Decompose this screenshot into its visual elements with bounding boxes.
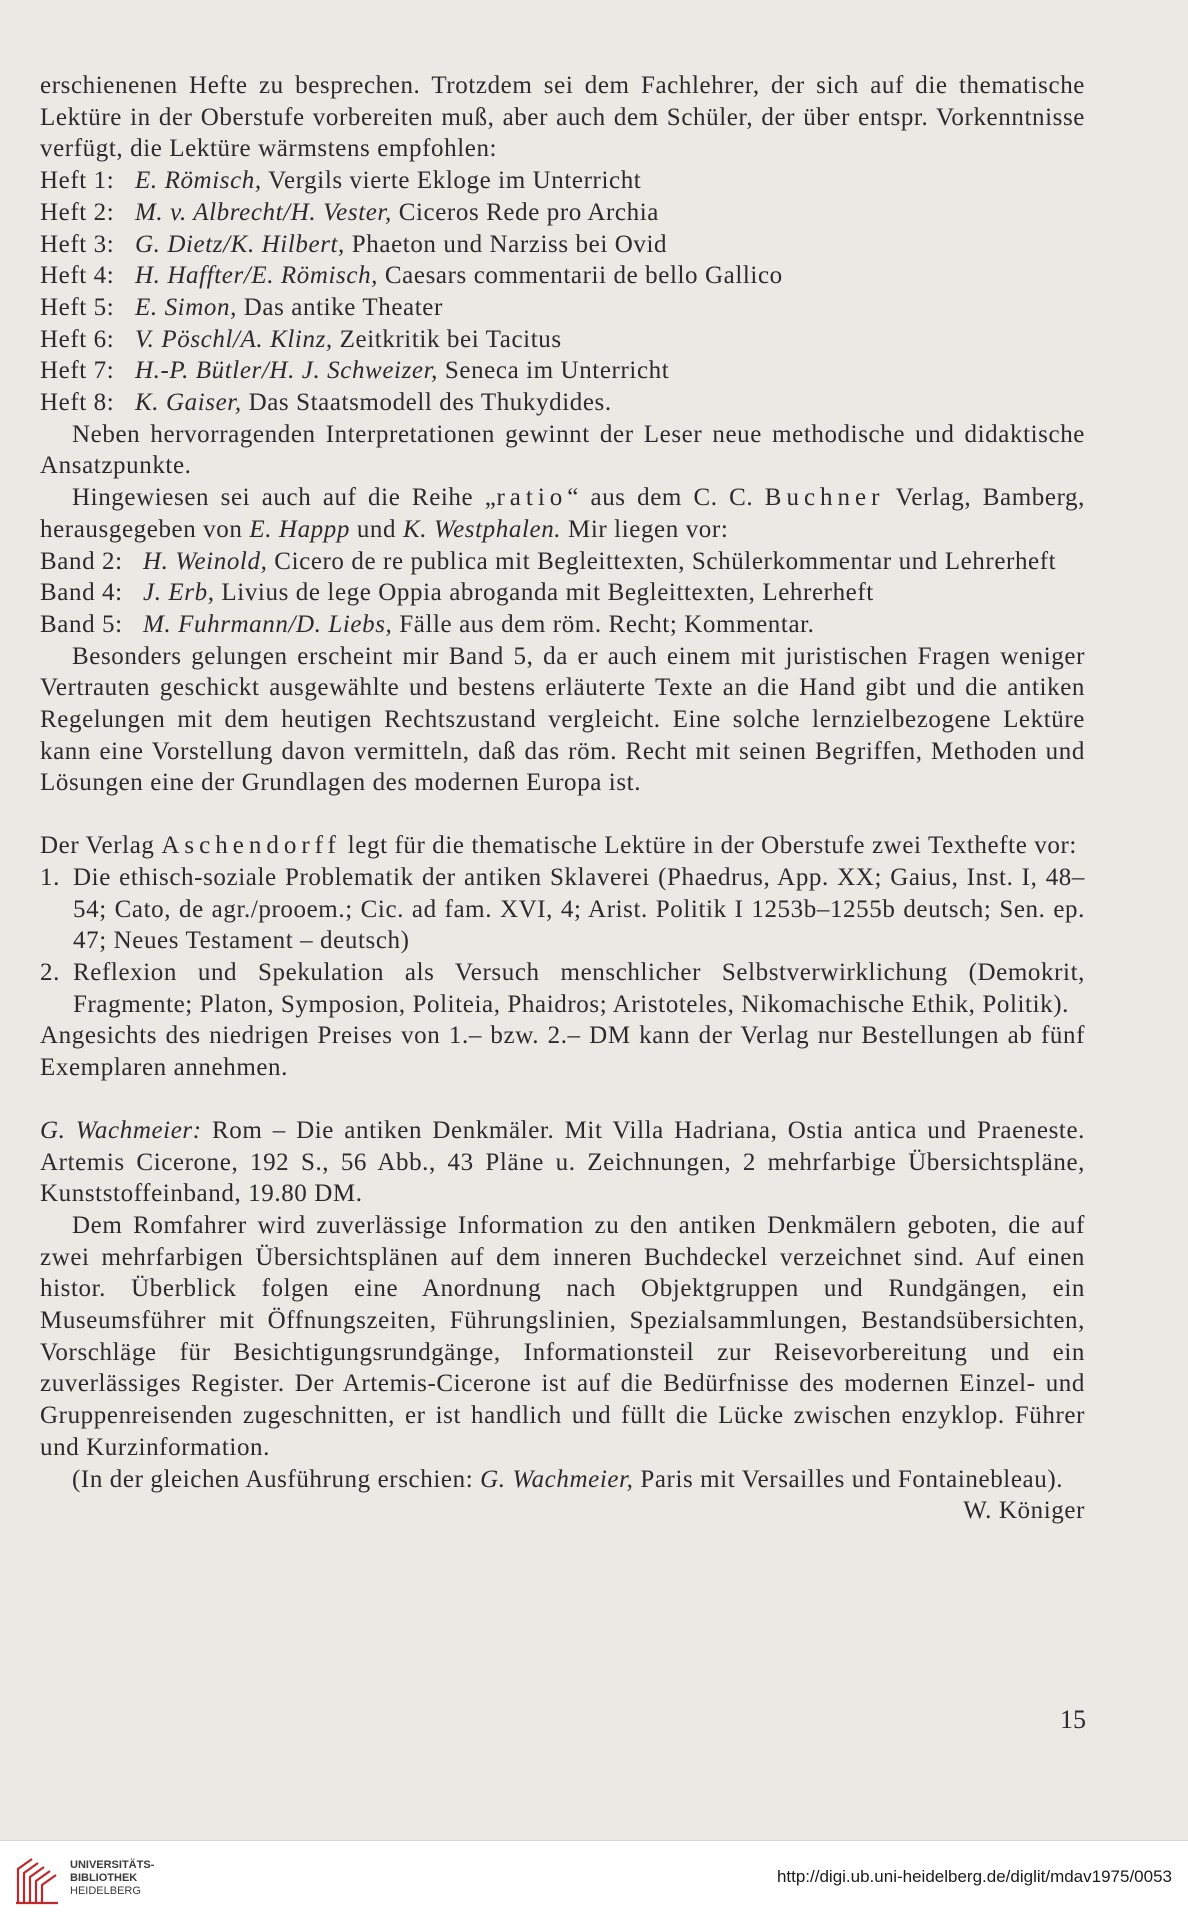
page-text (40, 70, 1085, 1527)
textheft-item: 1. Die ethisch-soziale Problematik der antiken Sklaverei (Phaedrus, App. XX; Gaius, Inst. I, 48–54; Cato, de agr./prooem.; Cic. ad fam. XVI, 4; Arist. Politik I 1253b–1255b deutsch; Sen. ep. 47; Neues Testament – deutsch) (40, 863, 1085, 955)
angesichts-paragraph: Angesichts des niedrigen Preises von 1.– bzw. 2.– DM kann der Verlag nur Bestellungen ab fünf Exemplaren annehmen. (40, 1022, 1085, 1082)
ratio-paragraph: Hingewiesen sei auch auf die Reihe „ratio“ aus dem C. C. Buchner Verlag, Bamberg, herausgegeben von E. Happp und K. Westphalen. Mir liegen vor: (40, 484, 1085, 543)
band-item: Band 2: H. Weinold, Cicero de re publica mit Begleittexten, Schülerkommentar und Lehrerheft (40, 547, 1057, 575)
band-item: Band 5: M. Fuhrmann/D. Liebs, Fälle aus dem röm. Recht; Kommentar. (40, 610, 815, 638)
neben-paragraph: Neben hervorragenden Interpretationen gewinnt der Leser neue methodische und didaktische Ansatzpunkte. (40, 420, 1085, 480)
heft-item: Heft 1: E. Römisch, Vergils vierte Ekloge im Unterricht (40, 167, 642, 195)
book-citation: G. Wachmeier: Rom – Die antiken Denkmäler. Mit Villa Hadriana, Ostia antica und Praeneste. Artemis Cicerone, 192 S., 56 Abb., 43 Pläne u. Zeichnungen, 2 mehrfarbige Übersichtspläne, Kunststoffeinband, 19.80 DM. (40, 1116, 1085, 1208)
page-number: 15 (1060, 1705, 1086, 1734)
romfahrer-paragraph: Dem Romfahrer wird zuverlässige Information zu den antiken Denkmälern geboten, die auf zwei mehrfarbigen Übersichtsplänen auf dem inneren Buchdeckel verzeichnet sind. Auf einen histor. Überblick folgen eine Anordnung nach Objektgruppen und Rundgängen, ein Museumsführer mit Öffnungszeiten, Führungslinien, Spezialsammlungen, Bestandsübersichten, Vorschläge für Besichtigungsrundgänge, Informationsteil zur Reisevorbereitung und ein zuverlässiges Register. Der Artemis-Cicerone ist auf die Bedürfnisse des modernen Einzel- und Gruppenreisenden zugeschnitten, er ist handlich und füllt die Lücke zwischen enzyklop. Führer und Kurzinformation. (40, 1211, 1085, 1461)
series-name: ratio (496, 484, 568, 512)
section-gap (40, 799, 1085, 830)
intro-paragraph: erschienenen Hefte zu besprechen. Trotzdem sei dem Fachlehrer, der sich auf die thematische Lektüre in der Oberstufe vorbereiten muß, aber auch dem Schüler, der über entspr. Vorkenntnisse verfügt, die Lektüre wärmstens empfohlen: (40, 72, 1085, 163)
library-logo-icon (12, 1855, 64, 1909)
texthefte-list (40, 862, 1085, 1021)
heft-item: Heft 6: V. Pöschl/A. Klinz, Zeitkritik bei Tacitus (40, 325, 562, 353)
aschendorff-paragraph: Der Verlag Aschendorff legt für die thematische Lektüre in der Oberstufe zwei Texthefte vor: (40, 832, 1077, 860)
heft-item: Heft 5: E. Simon, Das antike Theater (40, 293, 443, 321)
citation-author: G. Wachmeier: (40, 1116, 202, 1144)
hefte-list (40, 165, 1085, 419)
band-item: Band 4: J. Erb, Livius de lege Oppia abroganda mit Begleittexten, Lehrerheft (40, 579, 874, 607)
textheft-item: 2. Reflexion und Spekulation als Versuch menschlicher Selbstverwirklichung (Demokrit, Fragmente; Platon, Symposion, Politeia, Phaidros; Aristoteles, Nikomachische Ethik, Politik). (40, 958, 1085, 1018)
heft-item: Heft 4: H. Haffter/E. Römisch, Caesars commentarii de bello Gallico (40, 262, 783, 290)
publisher-name: Aschendorff (161, 832, 341, 860)
heft-item: Heft 7: H.-P. Bütler/H. J. Schweizer, Seneca im Unterricht (40, 357, 670, 385)
heft-item: Heft 2: M. v. Albrecht/H. Vester, Ciceros Rede pro Archia (40, 198, 659, 226)
section-gap (40, 1084, 1085, 1115)
publisher-name: Buchner (764, 484, 885, 512)
baende-list (40, 546, 1085, 641)
besonders-paragraph: Besonders gelungen erscheint mir Band 5, da er auch einem mit juristischen Fragen weniger Vertrauten geschickt ausgewählte und bestens erläuterte Texte an die Hand gibt und die antiken Regelungen mit dem heutigen Rechtszustand vergleicht. Eine solche lernzielbezogene Lektüre kann eine Vorstellung davon vermitteln, daß das röm. Recht mit seinen Begriffen, Methoden und Lösungen eine der Grundlagen des modernen Europa ist. (40, 642, 1085, 797)
heft-item: Heft 3: G. Dietz/K. Hilbert, Phaeton und Narziss bei Ovid (40, 230, 668, 258)
source-url-link[interactable]: http://digi.ub.uni-heidelberg.de/diglit/mdav1975/0053 (776, 1867, 1172, 1886)
heft-item: Heft 8: K. Gaiser, Das Staatsmodell des Thukydides. (40, 389, 612, 417)
footer-bar (0, 1840, 1188, 1919)
library-name: UNIVERSITÄTS- BIBLIOTHEK HEIDELBERG (70, 1859, 155, 1897)
gleichen-paragraph: (In der gleichen Ausführung erschien: G. Wachmeier, Paris mit Versailles und Fontainebleau). W. Königer (40, 1464, 1085, 1496)
reviewer-signature: W. Königer (963, 1497, 1085, 1525)
